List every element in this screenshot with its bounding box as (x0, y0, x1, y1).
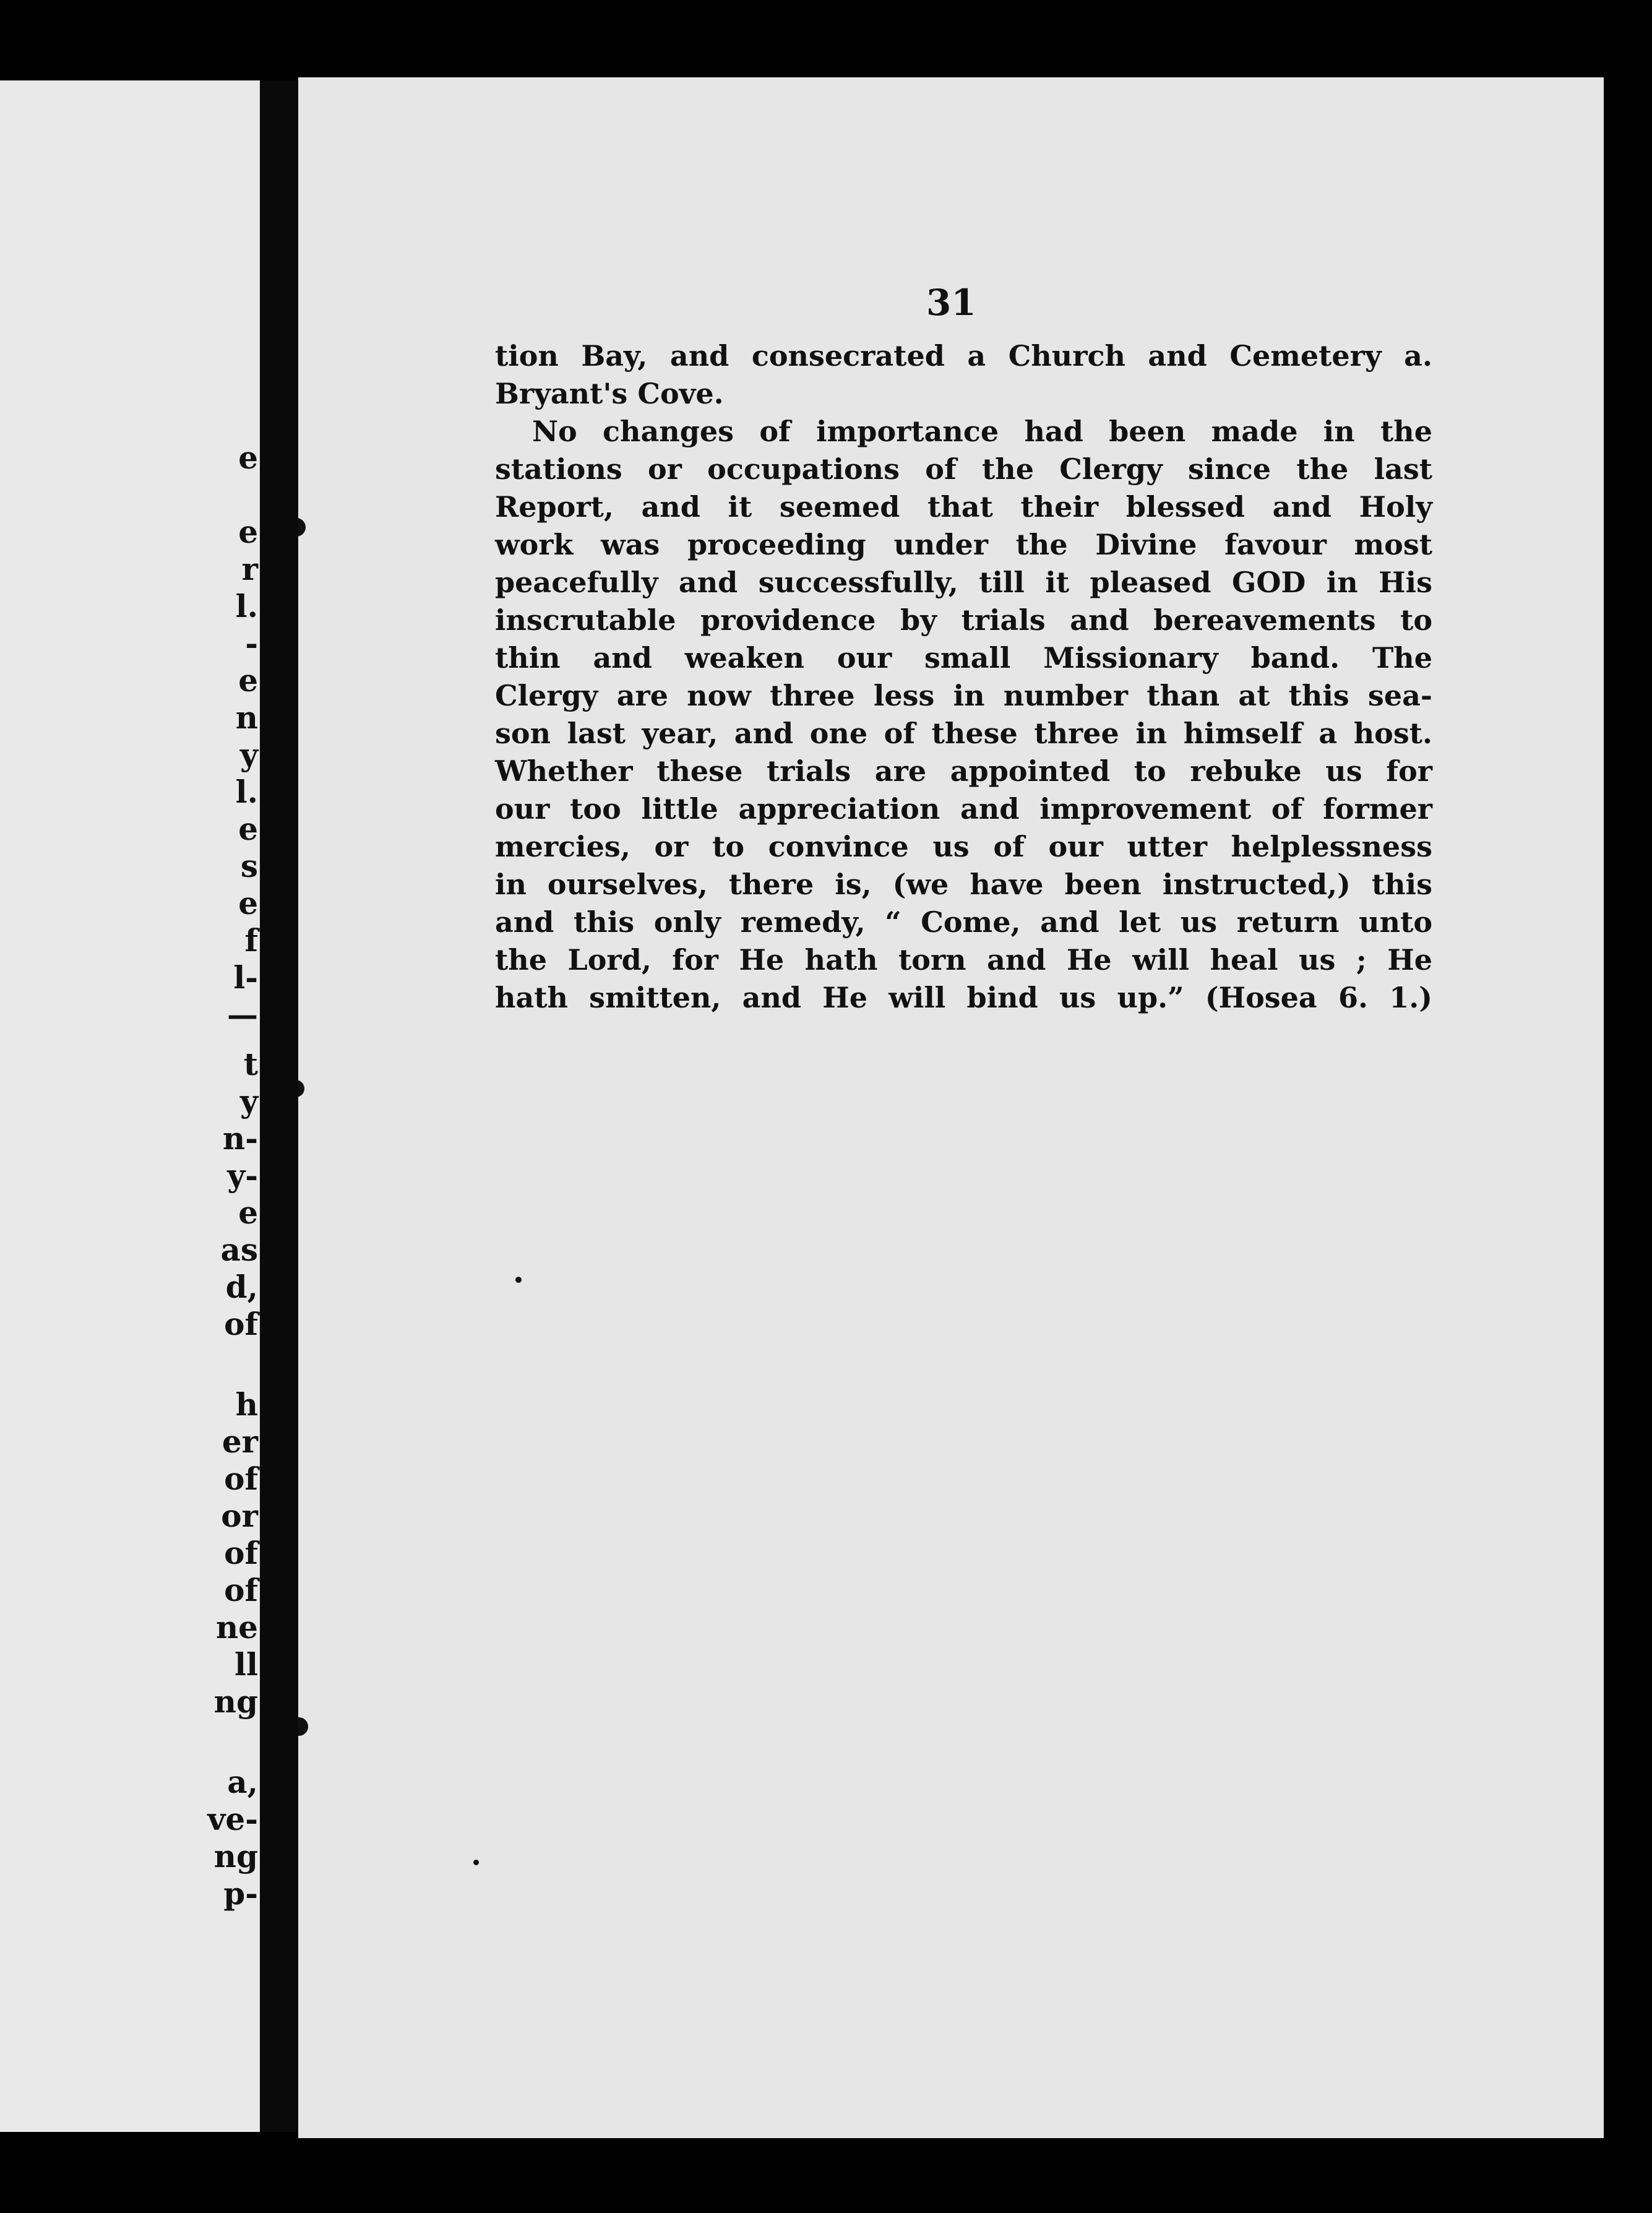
left-fragment: ll (234, 1646, 258, 1683)
left-fragment: y (239, 1083, 258, 1119)
left-fragment: of (224, 1535, 258, 1571)
text-line: work was proceeding under the Divine favour most (495, 528, 1432, 561)
text-line: No changes of importance had been made in the (532, 415, 1432, 448)
text-line: Clergy are now three less in number than at this sea- (495, 679, 1432, 712)
left-fragment: e (238, 439, 258, 476)
left-fragment: y- (227, 1157, 258, 1194)
left-fragment: y (239, 736, 258, 773)
text-line: tion Bay, and consecrated a Church and Cemetery a. (495, 339, 1432, 373)
left-fragment: r (241, 551, 258, 587)
left-fragment: e (238, 662, 258, 699)
right-page (298, 77, 1604, 2138)
left-fragment: of (224, 1572, 258, 1608)
left-fragment: ng (213, 1838, 258, 1874)
ink-speck (473, 1860, 479, 1865)
text-line: and this only remedy, “ Come, and let us return unto (495, 905, 1432, 939)
book-gutter (260, 80, 298, 2132)
left-fragment: a, (227, 1764, 258, 1800)
text-line: son last year, and one of these three in himself a host. (495, 717, 1432, 750)
left-fragment: s (240, 848, 258, 884)
left-fragment: e (238, 885, 258, 921)
text-line: Bryant's Cove. (495, 377, 724, 410)
left-fragment: — (227, 996, 258, 1033)
left-fragment: of (224, 1306, 258, 1342)
left-fragment: ve- (207, 1801, 258, 1837)
left-fragment: h (235, 1386, 258, 1423)
left-fragment: d, (225, 1269, 258, 1305)
left-fragment: ng (213, 1683, 258, 1720)
text-line: our too little appreciation and improvement of former (495, 792, 1432, 826)
text-line: the Lord, for He hath torn and He will heal us ; He (495, 943, 1432, 977)
left-fragment: n- (222, 1120, 258, 1157)
page-number: 31 (926, 282, 976, 324)
text-line: hath smitten, and He will bind us up.” (Hosea 6. 1.) (495, 981, 1432, 1014)
left-page-edge (0, 80, 263, 2132)
left-fragment: l- (233, 959, 258, 996)
left-fragment: e (238, 514, 258, 550)
text-line: peacefully and successfully, till it pleased GOD in His (495, 566, 1432, 599)
page-body-text (495, 337, 1432, 1017)
binding-hole (298, 518, 306, 537)
left-fragment: ne (215, 1609, 258, 1646)
text-line: thin and weaken our small Missionary band. The (495, 641, 1432, 675)
left-fragment: e (238, 811, 258, 847)
left-fragment: as (220, 1232, 258, 1268)
left-fragment: f (244, 922, 258, 959)
text-line: inscrutable providence by trials and bereavements to (495, 603, 1432, 637)
left-fragment: t (243, 1046, 258, 1082)
binding-hole (298, 1717, 308, 1736)
left-fragment: e (238, 1194, 258, 1231)
text-line: Report, and it seemed that their blessed and Holy (495, 490, 1432, 524)
text-line: Whether these trials are appointed to rebuke us for (495, 754, 1432, 788)
left-fragment: p- (223, 1875, 258, 1912)
binding-hole (298, 1080, 304, 1097)
left-fragment: l. (235, 588, 258, 624)
text-line: mercies, or to convince us of our utter helplessness (495, 830, 1432, 863)
left-fragment: l. (235, 774, 258, 810)
left-fragment: of (224, 1460, 258, 1497)
left-fragment: or (221, 1498, 258, 1534)
left-fragment: n (235, 699, 258, 736)
left-fragment: - (245, 625, 258, 662)
left-fragment: er (222, 1423, 258, 1460)
text-line: stations or occupations of the Clergy since the last (495, 452, 1432, 486)
text-line: in ourselves, there is, (we have been instructed,) this (495, 868, 1432, 901)
ink-speck (515, 1277, 522, 1283)
